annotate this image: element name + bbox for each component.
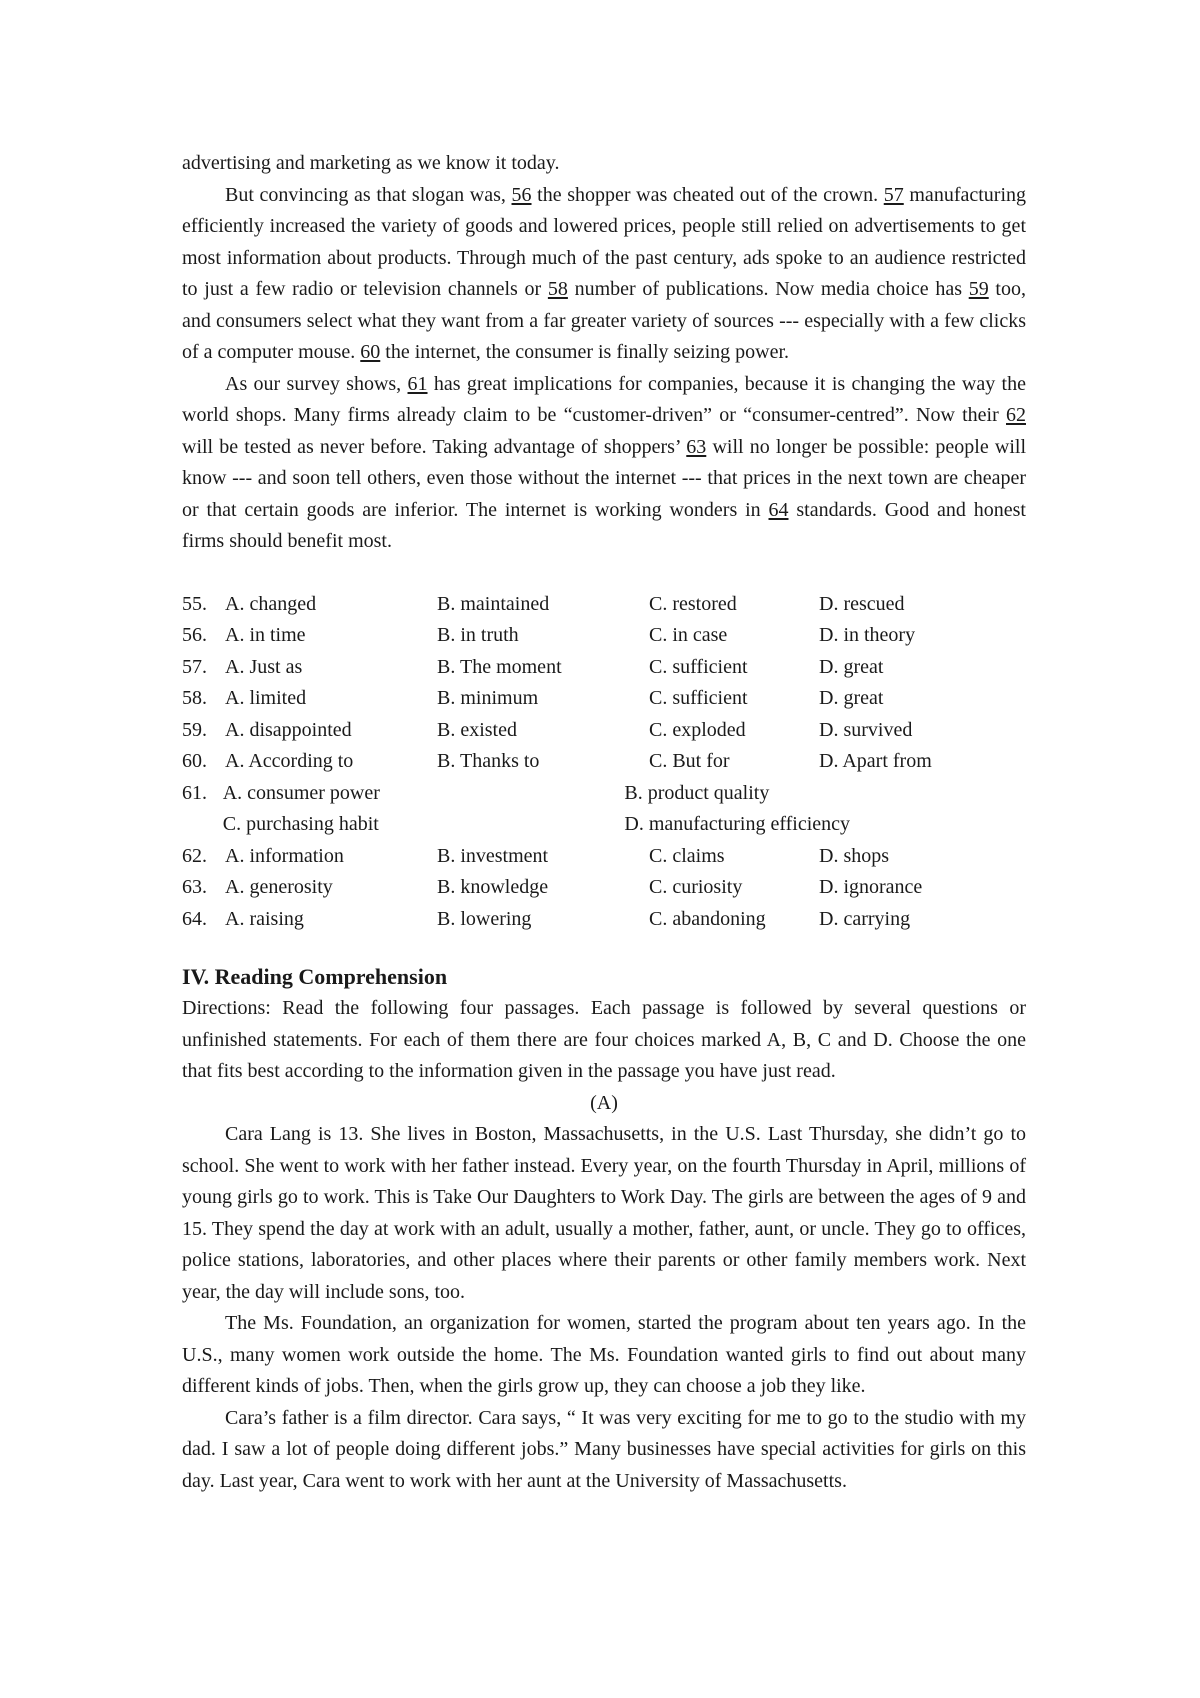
section-heading: IV. Reading Comprehension bbox=[182, 964, 448, 989]
question-row bbox=[182, 652, 1026, 684]
blank-number: 58 bbox=[547, 278, 568, 300]
blank-number: 60 bbox=[360, 341, 381, 363]
option-d: D. great bbox=[819, 655, 884, 678]
blank-number: 64 bbox=[768, 498, 789, 521]
option-b: B. maintained bbox=[437, 592, 550, 615]
option-d: D. ignorance bbox=[819, 876, 923, 898]
option-c: C. purchasing habit bbox=[222, 813, 379, 835]
blank-number: 63 bbox=[686, 435, 707, 458]
text-segment: standards. Good and honest firms should benefit most. bbox=[182, 498, 1026, 552]
option-a: A. consumer power bbox=[222, 781, 380, 804]
question-number: 63. bbox=[182, 876, 207, 898]
question-number: 64. bbox=[182, 907, 207, 930]
option-d: D. in theory bbox=[819, 624, 916, 646]
question-number: 60. bbox=[182, 750, 207, 772]
option-a: A. information bbox=[225, 844, 344, 867]
question-row-continued bbox=[182, 809, 1026, 841]
passage-label: (A) bbox=[590, 1091, 618, 1114]
option-b: B. existed bbox=[437, 718, 517, 741]
option-b: B. minimum bbox=[437, 687, 539, 709]
question-row bbox=[182, 620, 1026, 652]
question-number: 59. bbox=[182, 718, 207, 741]
blank-number: 57 bbox=[883, 183, 904, 206]
text-segment: will be tested as never before. Taking advantage of shoppers’ bbox=[182, 435, 687, 458]
option-a: A. changed bbox=[225, 592, 317, 615]
option-b: B. lowering bbox=[437, 907, 532, 930]
text-segment: manufacturing efficiently increased the variety of goods and lowered prices, people still relied on advertisements to get most information about products. Through much of the past century, ads spoke to an audience restricted to just a few radio or television channels or bbox=[182, 183, 1027, 300]
option-d: D. rescued bbox=[819, 592, 905, 615]
question-row bbox=[182, 683, 1026, 715]
question-number: 61. bbox=[182, 781, 207, 804]
question-number: 62. bbox=[182, 844, 207, 867]
option-b: B. The moment bbox=[437, 655, 562, 678]
passage-paragraph: Cara’s father is a film director. Cara says, “ It was very exciting for me to go to the studio with my dad. I saw a lot of people doing different jobs.” Many businesses have special activities for girls on this day. Last year, Cara went to work with her aunt at the University of Massachusetts. bbox=[182, 1406, 1026, 1492]
option-d: D. survived bbox=[819, 718, 913, 741]
question-number: 58. bbox=[182, 687, 207, 709]
option-b: B. Thanks to bbox=[437, 750, 540, 772]
question-row bbox=[182, 589, 1026, 621]
text-segment: has great implications for companies, because it is changing the way the world shops. Many firms already claim to be “customer-driven” or “consumer-centred”. Now their bbox=[182, 372, 1026, 426]
option-b: B. knowledge bbox=[437, 876, 549, 898]
text-segment: too, and consumers select what they want from a far greater variety of sources --- especially with a few clicks of a computer mouse. bbox=[182, 278, 1026, 363]
option-d: D. great bbox=[819, 687, 884, 709]
cloze-paragraph-0: advertising and marketing as we know it today. bbox=[182, 152, 560, 174]
option-c: C. restored bbox=[649, 592, 737, 615]
document-page bbox=[182, 148, 1026, 1497]
option-c: C. exploded bbox=[649, 718, 746, 741]
option-d: D. Apart from bbox=[819, 750, 932, 772]
text-segment: the shopper was cheated out of the crown. bbox=[531, 183, 884, 206]
option-d: D. carrying bbox=[819, 907, 911, 930]
blank-number: 59 bbox=[968, 278, 989, 300]
blank-number: 56 bbox=[511, 183, 532, 206]
option-c: C. sufficient bbox=[649, 687, 748, 709]
question-row bbox=[182, 746, 1026, 778]
passage-paragraph: The Ms. Foundation, an organization for women, started the program about ten years ago. In the U.S., many women work outside the home. The Ms. Foundation wanted girls to find out about many different kinds of jobs. Then, when the girls grow up, they can choose a job they like. bbox=[182, 1312, 1026, 1397]
blank-number: 61 bbox=[407, 372, 428, 395]
option-a: A. According to bbox=[225, 750, 354, 772]
option-a: A. raising bbox=[225, 907, 304, 930]
option-c: C. abandoning bbox=[649, 907, 766, 930]
option-c: C. curiosity bbox=[649, 876, 743, 898]
text-segment: number of publications. Now media choice has bbox=[567, 278, 969, 300]
option-d: D. manufacturing efficiency bbox=[624, 813, 851, 835]
option-c: C. claims bbox=[649, 844, 725, 867]
question-number: 55. bbox=[182, 592, 207, 615]
option-a: A. limited bbox=[225, 687, 307, 709]
question-row bbox=[182, 715, 1026, 747]
option-a: A. disappointed bbox=[225, 718, 352, 741]
text-segment: As our survey shows, bbox=[225, 372, 408, 395]
option-b: B. investment bbox=[437, 844, 549, 867]
blank-number: 62 bbox=[1006, 404, 1026, 426]
option-a: A. generosity bbox=[225, 876, 333, 898]
question-row bbox=[182, 904, 1026, 936]
option-a: A. in time bbox=[225, 624, 306, 646]
question-number: 56. bbox=[182, 624, 207, 646]
question-row bbox=[182, 872, 1026, 904]
cloze-paragraph-2 bbox=[182, 369, 1026, 558]
option-b: B. in truth bbox=[437, 624, 519, 646]
text-segment: But convincing as that slogan was, bbox=[225, 183, 512, 206]
option-c: C. sufficient bbox=[649, 655, 748, 678]
passage-paragraph: Cara Lang is 13. She lives in Boston, Massachusetts, in the U.S. Last Thursday, she didn’t go to school. She went to work with her father instead. Every year, on the fourth Thursday in April, millions of young girls go to work. This is Take Our Daughters to Work Day. The girls are between the ages of 9 and 15. They spend the day at work with an adult, usually a mother, father, aunt, or uncle. They go to offices, police stations, laboratories, and other places where their parents or other family members work. Next year, the day will include sons, too. bbox=[182, 1123, 1026, 1303]
cloze-paragraph-1 bbox=[182, 180, 1026, 369]
text-segment: the internet, the consumer is finally seizing power. bbox=[380, 341, 790, 363]
question-number: 57. bbox=[182, 655, 207, 678]
option-a: A. Just as bbox=[225, 655, 303, 678]
option-d: D. shops bbox=[819, 844, 890, 867]
cloze-options bbox=[182, 589, 1026, 936]
option-c: C. in case bbox=[649, 624, 728, 646]
option-b: B. product quality bbox=[624, 781, 770, 804]
text-segment: will no longer be possible: people will know --- and soon tell others, even those without the internet --- that prices in the next town are cheaper or that certain goods are inferior. The internet is working wonders in bbox=[182, 435, 1027, 521]
option-c: C. But for bbox=[649, 750, 730, 772]
question-row bbox=[182, 778, 1026, 810]
question-row bbox=[182, 841, 1026, 873]
directions-text: Directions: Read the following four passages. Each passage is followed by several questions or unfinished statements. For each of them there are four choices marked A, B, C and D. Choose the one that fits best according to the information given in the passage you have just read. bbox=[182, 997, 1026, 1082]
